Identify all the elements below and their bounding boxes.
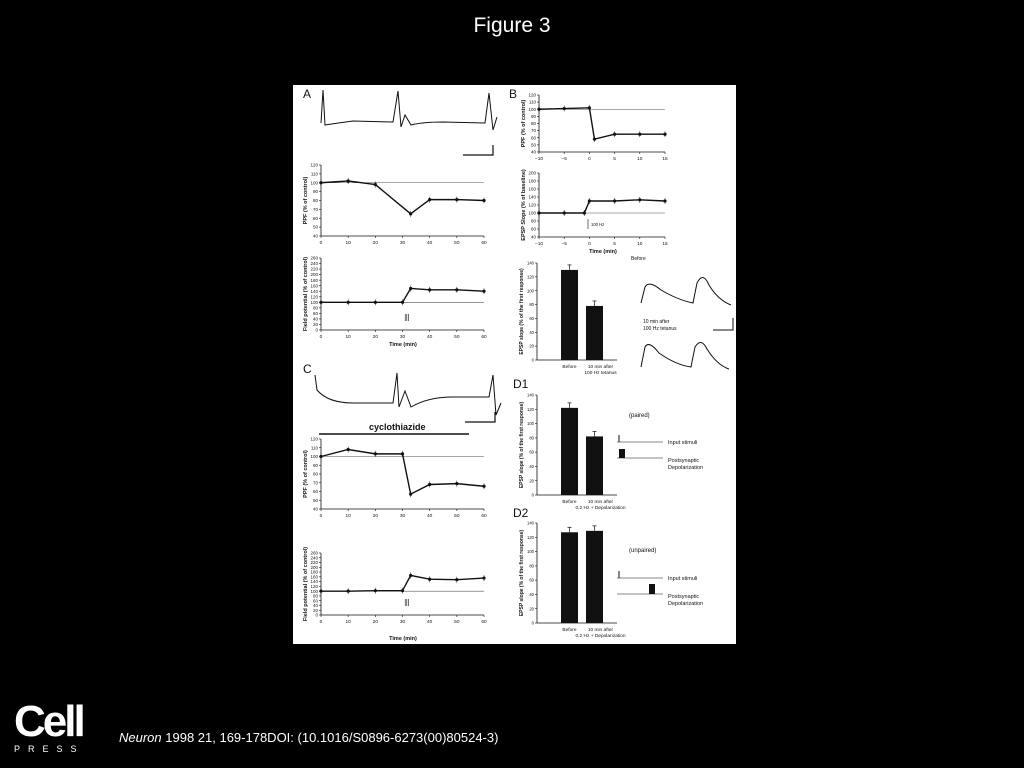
d2-bar-ytick-label: 0	[531, 620, 534, 626]
d1-bar-ytick-label: 80	[529, 435, 534, 441]
a-field-ytick-label: 200	[310, 272, 318, 278]
b-epsp-ytick-label: 140	[528, 194, 536, 200]
logo-subtext: PRESS	[14, 744, 85, 754]
d1-bar-ytick-label: 60	[529, 449, 534, 455]
paired-label: (paired)	[629, 413, 650, 419]
c-field-ytick-label: 120	[310, 583, 318, 589]
b-ppf-ytick-label: 120	[528, 92, 536, 98]
c-field-xtick-label: 20	[372, 620, 379, 625]
d1-bar-bar	[561, 408, 578, 495]
b-bar-ytick-label: 120	[527, 274, 534, 280]
c-ppf-ytick-label: 60	[312, 489, 318, 495]
c-field-xtick-label: 0	[319, 620, 323, 625]
c-ppf-xtick-label: 0	[319, 514, 323, 519]
a-field-xtick-label: 40	[426, 335, 433, 340]
d2-bar-ytick-label: 100	[527, 549, 534, 555]
figure-svg	[293, 85, 736, 644]
c-field-ytick-label: 80	[312, 593, 318, 599]
c-field-x-label: Time (min)	[389, 636, 417, 642]
unpaired-input-label: Input stimuli	[668, 576, 698, 582]
c-field-xtick-label: 60	[481, 620, 487, 625]
d1-bar-ytick-label: 20	[529, 478, 534, 484]
b-bar-category-label: 10 min after	[587, 365, 614, 370]
a-field-ytick-label: 120	[310, 294, 318, 300]
b-ppf-xtick-label: −5	[561, 157, 567, 162]
b-epsp-100hz-label: 100 Hz	[591, 222, 605, 227]
panel-label-c: C	[303, 362, 312, 376]
d1-bar-ytick-label: 40	[529, 464, 534, 470]
b-epsp-series-line	[539, 200, 665, 213]
d2-bar-ytick-label: 80	[529, 563, 534, 569]
panel-label-d2: D2	[513, 506, 529, 520]
unpaired-postsyn-1: Postsynaptic	[668, 594, 700, 600]
b-epsp-xtick-label: 0	[588, 242, 591, 247]
c-ppf-xtick-label: 40	[426, 514, 433, 519]
c-field-y-label: Field potential (% of control)	[303, 546, 309, 622]
logo-word: Cell	[14, 697, 83, 746]
d2-bar-y-label: EPSP slope (% of the first response)	[519, 529, 525, 617]
c-field-ytick-label: 220	[310, 560, 318, 566]
a-field-xtick-label: 20	[372, 335, 379, 340]
c-ppf-xtick-label: 60	[481, 514, 487, 519]
b-epsp-ytick-label: 80	[530, 218, 536, 224]
trace-c	[315, 373, 501, 415]
b-ppf-ytick-label: 90	[530, 113, 536, 119]
b-bar-category-label: Before	[562, 365, 577, 370]
d2-bar-bar	[586, 531, 603, 623]
a-ppf-xtick-label: 20	[372, 241, 379, 246]
a-ppf-ytick-label: 110	[310, 171, 318, 177]
c-field-ytick-label: 160	[310, 574, 318, 580]
a-ppf-ytick-label: 40	[312, 233, 318, 239]
a-ppf-ytick-label: 90	[312, 189, 318, 195]
scale-bar-c	[465, 412, 495, 422]
b-bar-ytick-label: 0	[531, 357, 534, 363]
c-ppf-ytick-label: 90	[312, 462, 318, 468]
b-epsp-xtick-label: 5	[613, 242, 616, 247]
d1-bar-ytick-label: 120	[527, 406, 534, 412]
slide-title: Figure 3	[473, 14, 551, 37]
a-field-y-label: Field potential (% of control)	[303, 256, 309, 332]
d1-bar-ytick-label: 140	[527, 392, 534, 398]
a-ppf-xtick-label: 60	[481, 241, 487, 246]
unpaired-label: (unpaired)	[629, 548, 657, 554]
a-ppf-ytick-label: 120	[310, 162, 318, 168]
d2-bar-ytick-label: 40	[529, 592, 534, 598]
b-ppf-xtick-label: 5	[613, 157, 616, 162]
b-epsp-xtick-label: −10	[534, 242, 544, 247]
b-bar-ytick-label: 20	[529, 343, 534, 349]
schematic-unpaired	[617, 548, 703, 607]
b-epsp-ytick-label: 180	[528, 178, 536, 184]
d1-bar-category-label: Before	[562, 500, 577, 505]
a-ppf-xtick-label: 30	[399, 241, 406, 246]
trace-b-before	[641, 277, 731, 305]
trace-b-after	[641, 342, 729, 369]
b-epsp-y-label: EPSP Slope (% of baseline)	[521, 169, 527, 241]
d1-bar-ytick-label: 100	[527, 421, 534, 427]
a-field-ytick-label: 260	[310, 255, 318, 261]
trace-b-before-label: Before	[631, 256, 646, 262]
d2-bar-ytick-label: 140	[527, 520, 534, 526]
b-epsp-ytick-label: 100	[528, 210, 536, 216]
b-epsp-xtick-label: 15	[662, 242, 668, 247]
a-field-ytick-label: 60	[312, 310, 318, 316]
trace-b-after-label-1: 10 min after	[643, 319, 670, 325]
c-ppf-ytick-label: 40	[312, 506, 318, 512]
b-bar-category-label: 100 Hz tetanus	[584, 371, 617, 376]
d1-bar-category-label: 10 min after	[587, 500, 614, 505]
a-field-ytick-label: 80	[312, 305, 318, 311]
panel-label-d1: D1	[513, 377, 529, 391]
b-ppf-ytick-label: 100	[528, 106, 536, 112]
d2-bar-category-label: Before	[562, 628, 577, 633]
d2-bar-category-label: 0.2 Hz + Depolarization	[575, 634, 626, 639]
d2-bar-ytick-label: 20	[529, 606, 534, 612]
c-field-ytick-label: 200	[310, 564, 318, 570]
b-ppf-ytick-label: 50	[530, 142, 536, 148]
c-ppf-ytick-label: 70	[312, 480, 318, 486]
c-field-ytick-label: 40	[312, 603, 318, 609]
c-field-ytick-label: 20	[312, 607, 318, 613]
d1-bar-ytick-label: 0	[531, 492, 534, 498]
b-ppf-series-line	[539, 108, 665, 139]
a-field-ytick-label: 180	[310, 277, 318, 283]
b-ppf-xtick-label: −10	[534, 157, 544, 162]
b-epsp-ytick-label: 120	[528, 202, 536, 208]
d2-bar-ytick-label: 120	[527, 534, 534, 540]
a-ppf-ytick-label: 50	[312, 224, 318, 230]
b-epsp-x-label: Time (min)	[589, 249, 617, 255]
b-epsp-ytick-label: 200	[528, 170, 536, 176]
b-bar-bar	[586, 306, 603, 360]
b-epsp-xtick-label: −5	[561, 242, 567, 247]
a-field-ytick-label: 160	[310, 283, 318, 289]
b-ppf-ytick-label: 110	[528, 99, 536, 105]
a-field-xtick-label: 30	[399, 335, 406, 340]
panel-label-a: A	[303, 87, 312, 101]
a-field-xtick-label: 50	[454, 335, 460, 340]
d1-bar-bar	[586, 436, 603, 495]
d1-bar-category-label: 0.2 Hz + Depolarization	[575, 506, 626, 511]
a-ppf-xtick-label: 0	[319, 241, 323, 246]
c-ppf-ytick-label: 110	[310, 445, 318, 451]
a-field-ytick-label: 240	[310, 261, 318, 267]
b-ppf-ytick-label: 60	[530, 135, 536, 141]
a-ppf-xtick-label: 40	[426, 241, 433, 246]
b-ppf-xtick-label: 15	[662, 157, 668, 162]
a-ppf-y-label: PPF (% of control)	[303, 176, 309, 225]
trace-b-after-label-2: 100 Hz tetanus	[643, 326, 677, 332]
paired-postsyn-1: Postsynaptic	[668, 458, 700, 464]
b-ppf-y-label: PPF (% of control)	[521, 99, 527, 148]
c-ppf-ytick-label: 50	[312, 497, 318, 503]
d2-bar-bar	[561, 532, 578, 623]
unpaired-postsyn-2: Depolarization	[668, 601, 704, 607]
a-field-ytick-label: 20	[312, 322, 318, 328]
b-bar-ytick-label: 140	[527, 260, 534, 266]
figure-panel	[293, 85, 736, 644]
citation-details: 1998 21, 169-178DOI: (10.1016/S0896-6273(00)80524-3)	[161, 730, 499, 745]
a-ppf-ytick-label: 80	[312, 198, 318, 204]
c-field-ytick-label: 100	[310, 588, 318, 594]
b-bar-y-label: EPSP slope (% of the first response)	[519, 268, 525, 355]
c-field-xtick-label: 40	[426, 620, 433, 625]
a-field-ytick-label: 40	[312, 316, 318, 322]
scale-bar-b	[713, 318, 733, 330]
c-field-xtick-label: 10	[345, 620, 351, 625]
c-field-ytick-label: 0	[315, 612, 318, 618]
b-ppf-ytick-label: 40	[530, 149, 536, 155]
c-field-xtick-label: 50	[454, 620, 460, 625]
c-ppf-ytick-label: 120	[310, 436, 318, 442]
a-field-ytick-label: 100	[310, 299, 318, 305]
c-ppf-ytick-label: 100	[310, 454, 318, 460]
a-ppf-ytick-label: 60	[312, 215, 318, 221]
b-ppf-xtick-label: 10	[637, 157, 643, 162]
c-field-ytick-label: 180	[310, 569, 318, 575]
c-field-ytick-label: 140	[310, 579, 318, 585]
a-field-xtick-label: 0	[319, 335, 323, 340]
citation	[119, 730, 498, 745]
a-ppf-xtick-label: 10	[345, 241, 351, 246]
trace-a	[321, 90, 497, 130]
c-ppf-xtick-label: 10	[345, 514, 351, 519]
b-epsp-xtick-label: 10	[637, 242, 643, 247]
a-ppf-ytick-label: 70	[312, 206, 318, 212]
a-ppf-xtick-label: 50	[454, 241, 460, 246]
b-ppf-ytick-label: 70	[530, 128, 536, 134]
b-epsp-ytick-label: 40	[530, 234, 536, 240]
c-field-ytick-label: 240	[310, 555, 318, 561]
a-field-xtick-label: 10	[345, 335, 351, 340]
b-epsp-ytick-label: 160	[528, 186, 536, 192]
b-bar-ytick-label: 100	[527, 288, 534, 294]
b-bar-bar	[561, 270, 578, 360]
c-ppf-xtick-label: 50	[454, 514, 460, 519]
d2-bar-category-label: 10 min after	[587, 628, 614, 633]
c-field-xtick-label: 30	[399, 620, 406, 625]
d1-bar-y-label: EPSP slope (% of the first response)	[519, 401, 525, 489]
a-field-x-label: Time (min)	[389, 342, 417, 348]
c-field-ytick-label: 60	[312, 598, 318, 604]
schematic-paired	[617, 413, 703, 471]
a-ppf-series-line	[321, 181, 484, 214]
cyclothiazide-label: cyclothiazide	[369, 422, 426, 432]
a-field-ytick-label: 220	[310, 266, 318, 272]
b-ppf-ytick-label: 80	[530, 121, 536, 127]
paired-postsyn-2: Depolarization	[668, 465, 704, 471]
b-ppf-xtick-label: 0	[588, 157, 591, 162]
c-ppf-y-label: PPF (% of control)	[303, 450, 309, 498]
citation-journal: Neuron	[119, 730, 162, 745]
b-epsp-ytick-label: 60	[530, 226, 536, 232]
a-field-ytick-label: 0	[315, 327, 318, 333]
c-ppf-xtick-label: 20	[372, 514, 379, 519]
scale-bar-a	[463, 145, 493, 155]
panel-label-b: B	[509, 87, 518, 101]
paired-input-label: Input stimuli	[668, 440, 698, 446]
b-bar-ytick-label: 40	[529, 329, 534, 335]
c-field-ytick-label: 260	[310, 550, 318, 556]
c-ppf-xtick-label: 30	[399, 514, 406, 519]
a-field-ytick-label: 140	[310, 288, 318, 294]
plots-layer	[303, 93, 668, 642]
a-field-xtick-label: 60	[481, 335, 487, 340]
a-ppf-ytick-label: 100	[310, 180, 318, 186]
c-ppf-ytick-label: 80	[312, 471, 318, 477]
b-bar-ytick-label: 60	[529, 316, 534, 322]
cell-press-logo	[14, 697, 86, 754]
b-bar-ytick-label: 80	[529, 302, 534, 308]
d2-bar-ytick-label: 60	[529, 577, 534, 583]
